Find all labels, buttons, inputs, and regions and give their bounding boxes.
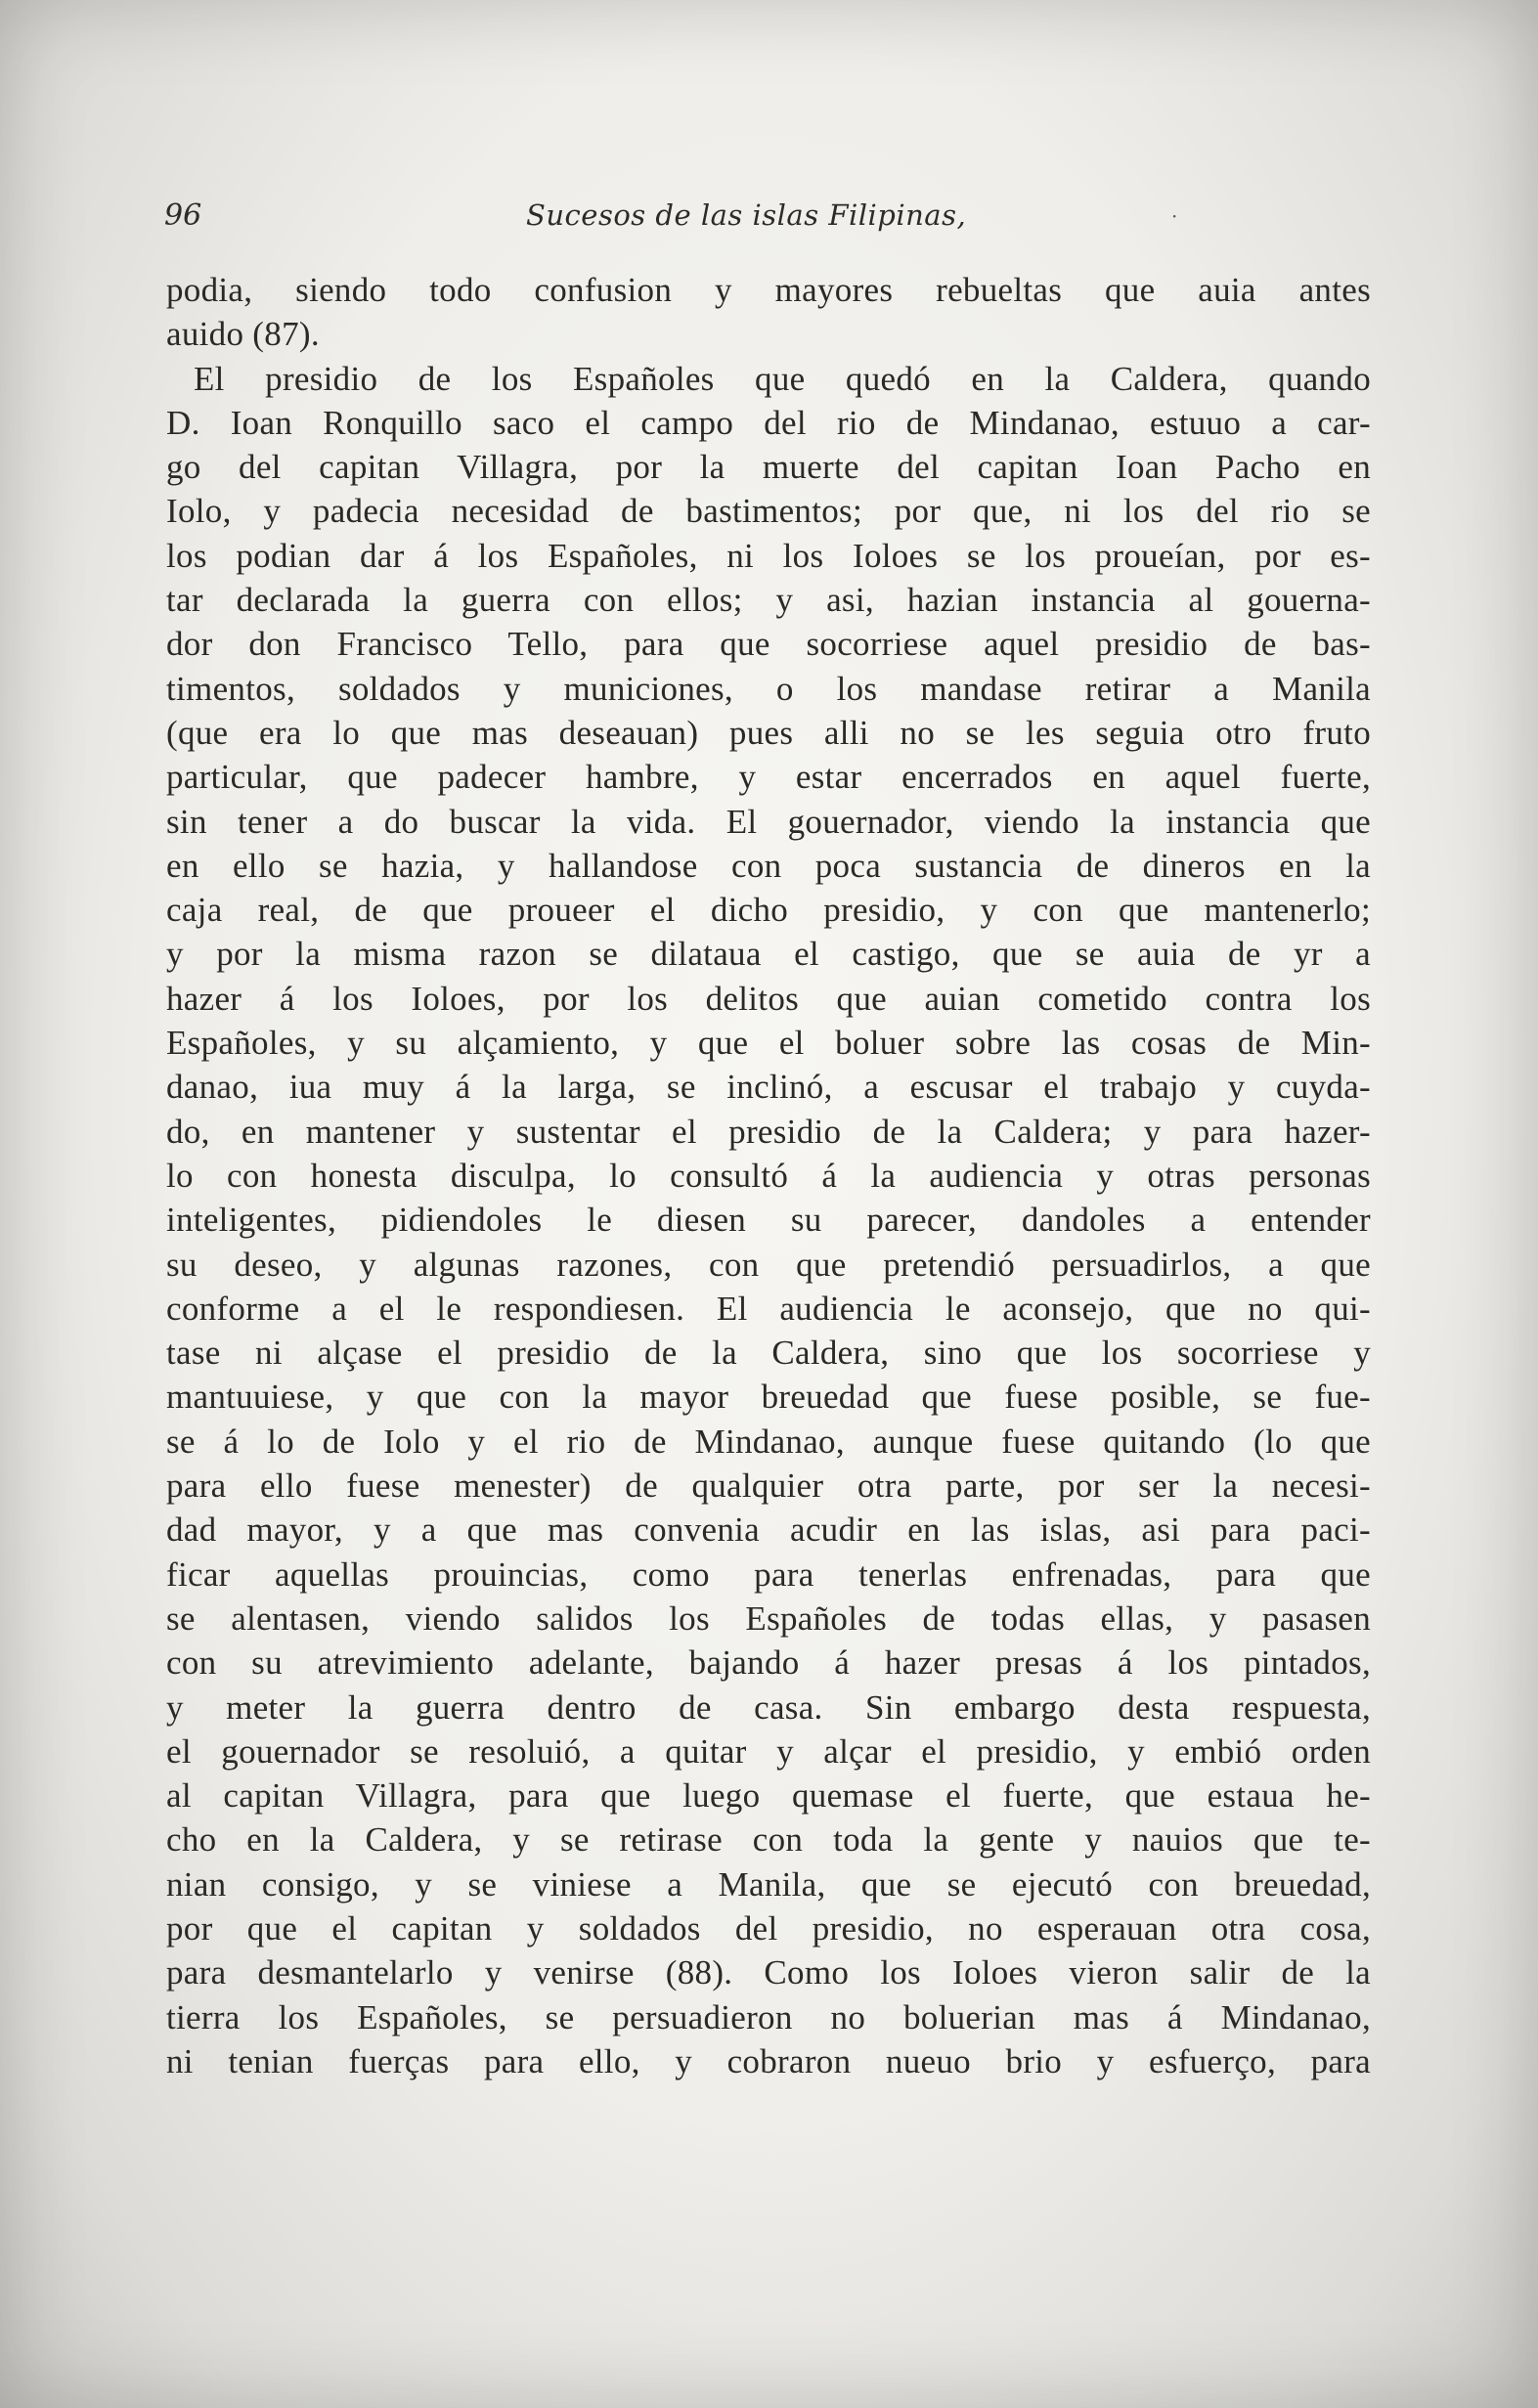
text-line: sin tener a do buscar la vida. El gouernador, viendo la instancia que [166, 802, 1371, 841]
text-line: dor don Francisco Tello, para que socorriese aquel presidio de bas- [166, 625, 1371, 664]
text-line: se alentasen, viendo salidos los Españoles de todas ellas, y pasasen [166, 1598, 1371, 1638]
text-line: El presidio de los Españoles que quedó en la Caldera, quando [194, 359, 1371, 398]
text-line: para ello fuese menester) de qualquier otra parte, por ser la necesi- [166, 1467, 1371, 1506]
text-line: tierra los Españoles, se persuadieron no boluerian mas á Mindanao, [166, 1997, 1371, 2036]
body-text [166, 268, 1371, 2083]
text-line: tar declarada la guerra con ellos; y asi, hazian instancia al gouerna- [166, 581, 1371, 620]
text-line: en ello se hazia, y hallandose con poca sustancia de dineros en la [166, 846, 1371, 885]
text-line: al capitan Villagra, para que luego quemase el fuerte, que estaua he- [166, 1776, 1371, 1816]
text-line: lo con honesta disculpa, lo consultó á la audiencia y otras personas [166, 1156, 1371, 1195]
text-line: nian consigo, y se viniese a Manila, que se ejecutó con breuedad, [166, 1864, 1371, 1904]
text-line: particular, que padecer hambre, y estar encerrados en aquel fuerte, [166, 758, 1371, 797]
page-header [164, 198, 1377, 238]
text-line: mantuuiese, y que con la mayor breuedad que fuese posible, se fue- [166, 1378, 1371, 1417]
text-line: por que el capitan y soldados del presidio, no esperauan otra cosa, [166, 1908, 1371, 1948]
text-line: el gouernador se resoluió, a quitar y alçar el presidio, y embió orden [166, 1731, 1371, 1771]
header-mark: · [1171, 204, 1178, 228]
text-line: auido (87). [166, 315, 320, 354]
text-line: D. Ioan Ronquillo saco el campo del rio de Mindanao, estuuo a car- [166, 403, 1371, 442]
text-line: podia, siendo todo confusion y mayores rebueltas que auia antes [166, 271, 1371, 309]
text-line: do, en mantener y sustentar el presidio de la Caldera; y para hazer- [166, 1112, 1371, 1151]
text-line: Iolo, y padecia necesidad de bastimentos; por que, ni los del rio se [166, 492, 1371, 531]
text-line: cho en la Caldera, y se retirase con toda la gente y nauios que te- [166, 1820, 1371, 1860]
text-line: danao, iua muy á la larga, se inclinó, a escusar el trabajo y cuyda- [166, 1068, 1371, 1107]
text-line: para desmantelarlo y venirse (88). Como los Ioloes vieron salir de la [166, 1953, 1371, 1992]
text-line: con su atrevimiento adelante, bajando á hazer presas á los pintados, [166, 1643, 1371, 1683]
text-line: Españoles, y su alçamiento, y que el boluer sobre las cosas de Min- [166, 1024, 1371, 1063]
text-line: se á lo de Iolo y el rio de Mindanao, aunque fuese quitando (lo que [166, 1422, 1371, 1461]
text-line: (que era lo que mas deseauan) pues alli no se les seguia otro fruto [166, 713, 1371, 752]
text-line: los podian dar á los Españoles, ni los Ioloes se los proueían, por es- [166, 536, 1371, 575]
text-line: ni tenian fuerças para ello, y cobraron nueuo brio y esfuerço, para [166, 2041, 1371, 2080]
page-number: 96 [164, 198, 202, 233]
text-line: y meter la guerra dentro de casa. Sin embargo desta respuesta, [166, 1687, 1371, 1727]
text-line: y por la misma razon se dilataua el castigo, que se auia de yr a [166, 935, 1371, 974]
text-line: su deseo, y algunas razones, con que pretendió persuadirlos, a que [166, 1245, 1371, 1284]
text-line: inteligentes, pidiendoles le diesen su parecer, dandoles a entender [166, 1201, 1371, 1240]
running-title: Sucesos de las islas Filipinas, [526, 198, 967, 232]
text-line: hazer á los Ioloes, por los delitos que auian cometido contra los [166, 979, 1371, 1018]
text-line: go del capitan Villagra, por la muerte del capitan Ioan Pacho en [166, 448, 1371, 487]
text-line: ficar aquellas prouincias, como para tenerlas enfrenadas, para que [166, 1554, 1371, 1594]
text-line: caja real, de que proueer el dicho presidio, y con que mantenerlo; [166, 891, 1371, 930]
text-line: tase ni alçase el presidio de la Caldera, sino que los socorriese y [166, 1334, 1371, 1373]
text-line: timentos, soldados y municiones, o los mandase retirar a Manila [166, 669, 1371, 708]
text-line: dad mayor, y a que mas convenia acudir en las islas, asi para paci- [166, 1510, 1371, 1550]
text-line: conforme a el le respondiesen. El audiencia le aconsejo, que no qui- [166, 1289, 1371, 1328]
